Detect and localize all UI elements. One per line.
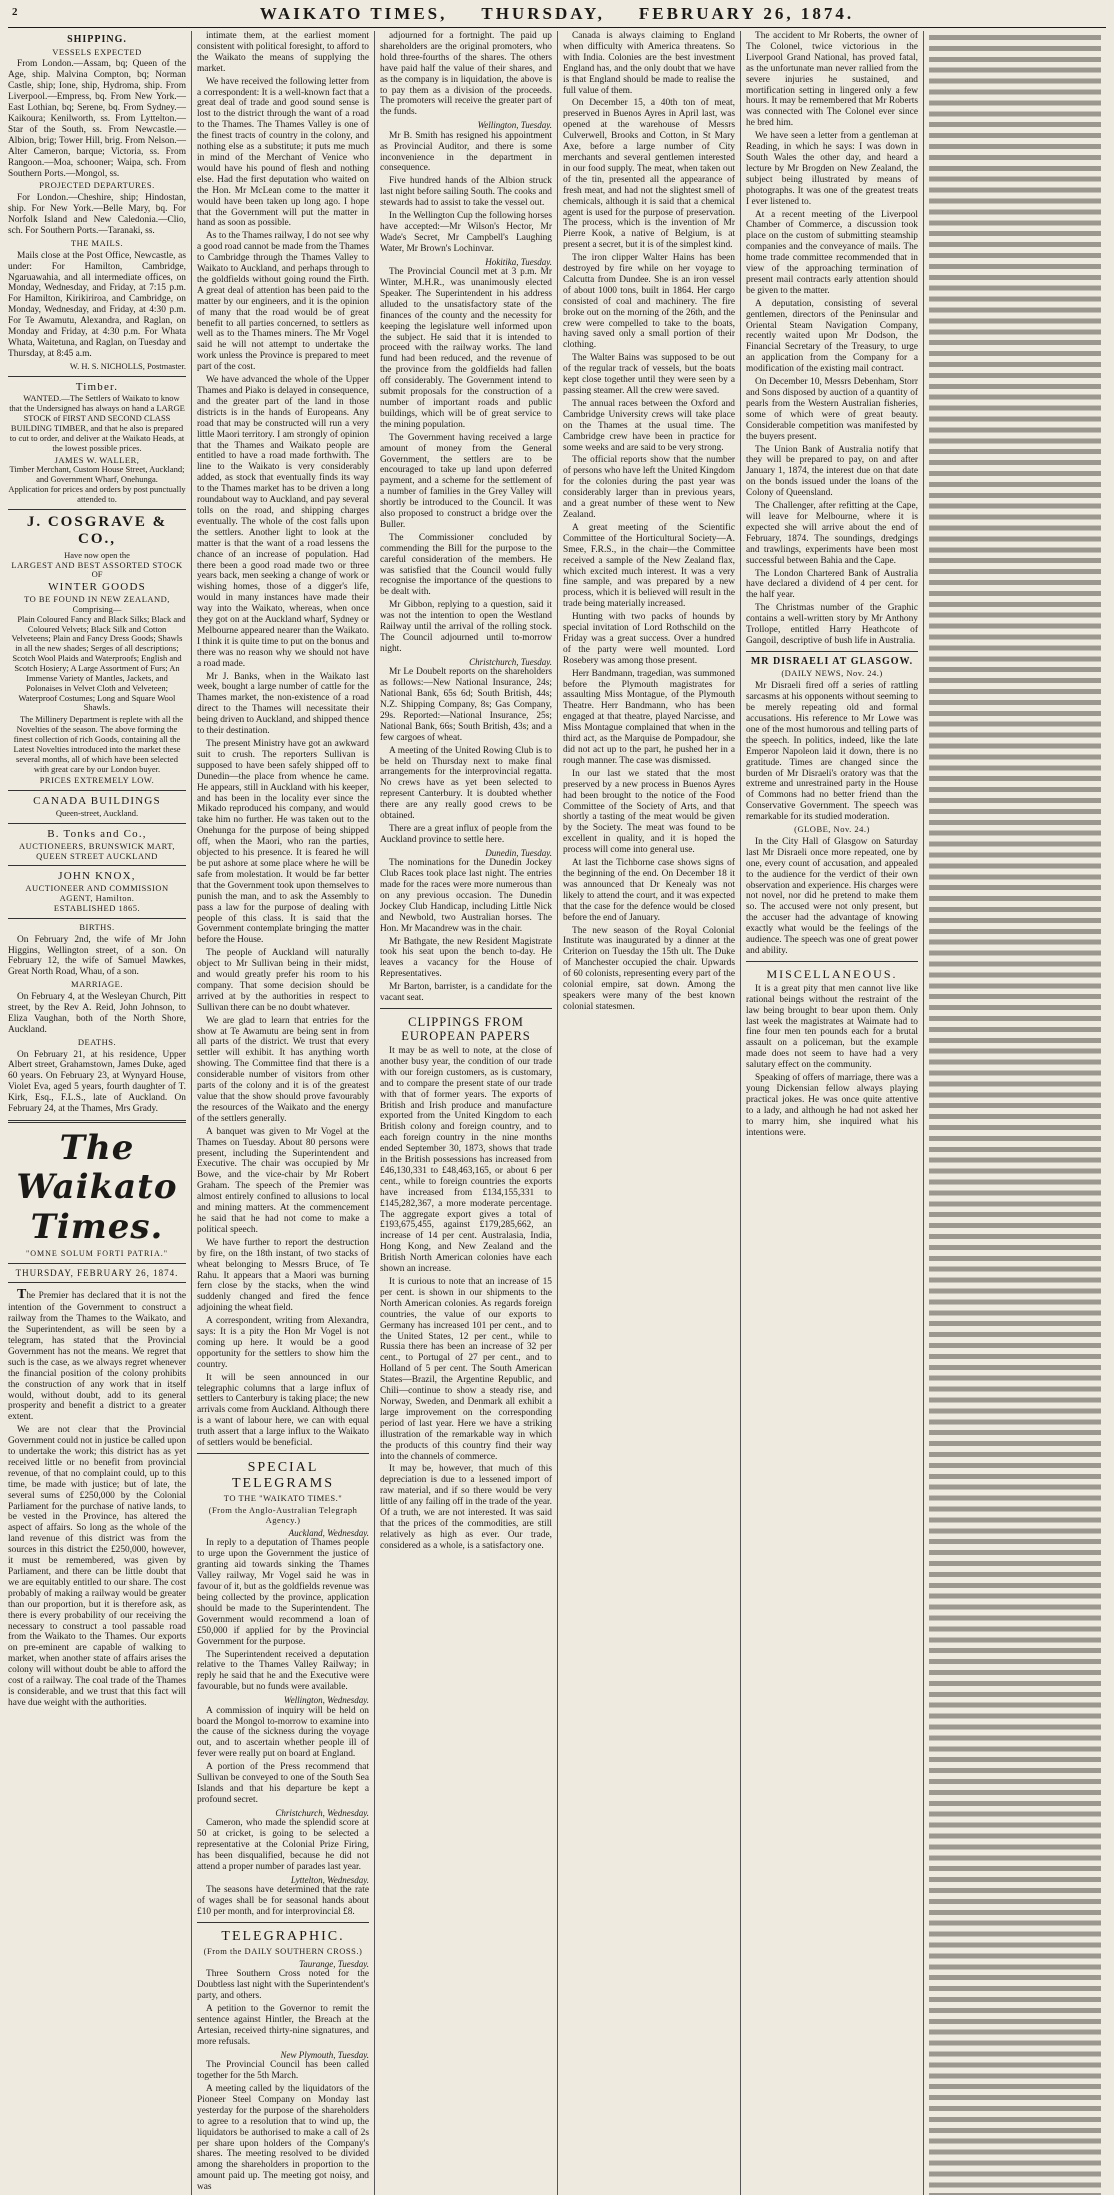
leader-paragraph-1: The Premier has declared that it is not the intention of the Government to construct a railway from the Thames to the Waikato, and the Superintendent, as will be seen by a telegram, has stated that the Provincial Government has not the means. We regret that such is the case, as we always regret whenever the financial position of the colony prohibits the construction of any work that in itself would, without doubt, add to its general prosperity and benefit a district to a greater extent. [8, 1287, 186, 1423]
c2-text-9: A banquet was given to Mr Vogel at the Thames on Tuesday. About 80 persons were present, including the Superintendent and Executive. The chair was occupied by Mr Bowe, and the vice-chair by Mr Robert Graham. The speech of the Premier was almost entirely confined to allusions to local and mining matters. At the commencement he said that he had not come to make a political speech. [197, 1126, 369, 1235]
c2-text-2: We have received the following letter from a correspondent: It is a well-known fact that a great deal of trade and good sound sense is lost to the district through the want of a road to the Thames. The Thames Valley is one of the finest tracts of country in the colony, and nothing else as a substitute; it puts me much in mind of the Merchant of Venice who would have his pound of flesh and nothing else. Had the first deputation who waited on the Hon. Mr McLean come to the matter it would have been taken up long ago. I hope that the Government will put the matter in hand as soon as possible. [197, 76, 369, 229]
column-3 [374, 31, 557, 2195]
disraeli-title: MR DISRAELI AT GLASGOW. [750, 655, 914, 667]
c4-text-4: The Walter Bains was supposed to be out of the regular track of vessels, but the boats kept close together until they were seen by a passing steamer. All the crew were saved. [563, 353, 735, 396]
masthead-paper: WAIKATO TIMES, [259, 4, 448, 23]
departures-text: For London.—Cheshire, ship; Hindostan, ship. For New York.—Belle Mary, bq. For Norfolk Island and New Caledonia.—Clio, sch. For Southern Ports.—Taranaki, ss. [8, 193, 186, 236]
disraeli-source-2: (GLOBE, Nov. 24.) [794, 824, 870, 835]
knox-line: AUCTIONEER AND COMMISSION AGENT, Hamilton. [25, 883, 169, 904]
clip-text-1: It may be as well to note, at the close of another busy year, the condition of our trade with our foreign customers, as is customary, and to compare the present state of our trade with that of former years. The exports of British and Irish produce and manufacture exported from the United Kingdom to each British colony and foreign country, and to each foreign country in the nine months ended September 30, 1873, shows that trade in the British possessions has increased from £46,130,331 to £48,463,165, or about 6 per cent., while to foreign countries the exports have increased from £134,155,331 to £145,282,367, a more moderate percentage. The aggregate export gives a total of £193,675,455, against £179,285,662, an increase of 14 per cent. Australasia, India, Hong Kong, and New Zealand and the British North American colonies have each shown an increase. [380, 1045, 552, 1275]
tonks-ad [8, 828, 186, 861]
c4-text-7: A great meeting of the Scientific Committee of the Horticultural Society—A. Smee, F.R.S., in the chair—the Committee received a sample of the New Zealand flax, which excited much interest. It was a very fine sample, and was prepared by a new process, which it is believed will result in the trade being materially increased. [563, 522, 735, 610]
canada-name: CANADA BUILDINGS [33, 795, 161, 808]
c5-text-6: The Union Bank of Australia notify that they will be prepared to pay, on and after January 1, 1874, the interest due on that date on the bonds issued under the loans of the Colony of Queensland. [746, 444, 918, 499]
tel-place-1: Auckland, Wednesday. [288, 1528, 369, 1539]
c3-text-8: Mr Gibbon, replying to a question, said it was not the intention to open the Westland Railway until the arrival of the rolling stock. The Council adjourned until to-morrow night. [380, 600, 552, 654]
canada-ad [8, 795, 186, 819]
c2-text-8: We are glad to learn that entries for the show at Te Awamutu are being sent in from all parts of the district. We trust that every settler will exhibit. It has anything worth showing. The Committee find that there is a considerable number of visitors from other parts of the colony and it is of the greatest value that the show should prove favourably the resources of the Waikato and the energy of the settlers generally. [197, 1015, 369, 1124]
c2-text-11: A correspondent, writing from Alexandra, says: It is a pity the Hon Mr Vogel is not coming up here. It would be a good opportunity for the settlers to show him the country. [197, 1316, 369, 1370]
cosgrave-line-4: WINTER GOODS [48, 581, 146, 594]
tg-place-2: New Plymouth, Tuesday. [280, 2049, 369, 2060]
column-1 [8, 31, 191, 2195]
cosgrave-name: J. COSGRAVE & CO., [26, 513, 168, 548]
c3-place-1: Wellington, Tuesday. [477, 120, 552, 131]
c2-text-5: Mr J. Banks, when in the Waikato last week, bought a large number of cattle for the Thames market, the non-existence of a road direct to the Thames will necessitate their being driven to Auckland, and shipped thence to their destination. [197, 671, 369, 737]
c5-text-2: We have seen a letter from a gentleman at Reading, in which he says: I was down in South Wales the other day, and heard a lecture by Mr Brogden on New Zealand, the subject being illustrated by means of photographs. It was one of the greatest treats I ever listened to. [746, 131, 918, 207]
cosgrave-text: The Millinery Department is replete with all the Novelties of the season. The above forming the finest collection of rich Goods, containing all the Latest Novelties introduced into the market these several months, all of which have been selected with great care by our London buyer. [13, 714, 184, 774]
c2-text-1: intimate them, at the earliest moment consistent with political foresight, to afford to the Waikato the means of supplying the market. [197, 31, 369, 74]
tg-text-2: A petition to the Governor to remit the sentence against Hintler, the Breach at the Artesian, received thirty-nine signatures, and more refusals. [197, 2004, 369, 2047]
departures-title: PROJECTED DEPARTURES. [39, 180, 155, 191]
leader-paragraph-2: We are not clear that the Provincial Government could not in justice be called upon to undertake the work; this district has as yet received little or no benefit from provincial revenue, of that no complaint could, up to this time, be made with justice; but of late, the several sums of £250,000 by the Colonial Parliament for the purchase of native lands, to be vested in the Province, has altered the aspect of affairs. So long as the whole of the land revenue of this district was from the sources in this district the £250,000, however, it must be remembered, was given by Parliament, and there can be little doubt that we are equitably entitled to our share. The cost probably of making a railway would be greater than our proportion, but it is therefore ask, as there is every probability of our receiving the necessary to construct a tool passable road from the Waikato to the Thames. Our exports on pre-eminent are capable of walking to market, when another state of affairs arises the colony will without doubt be able to afford the cost of a railway. The coal trade of the Thames is considerable, and we trust that this fact will have due weight with the authorities. [8, 1425, 186, 1708]
telegraphic-title: TELEGRAPHIC. [221, 1928, 345, 1944]
misc-text-1: It is a great pity that men cannot live like rational beings without the restraint of the law being brought to bear upon them. Only last week the magistrates at Waimate had to fine four men ten pounds each for a brutal assault on a policeman, but the example made does not seem to have had a very salutary effect on the community. [746, 983, 918, 1071]
tonks-name: B. Tonks and Co., [47, 827, 147, 840]
canada-sub: Queen-street, Auckland. [55, 808, 139, 819]
marriage-title: MARRIAGE. [71, 979, 123, 990]
tg-text-1: Three Southern Cross noted for the Doubtless last night with the Superintendent's party, and others. [197, 1969, 369, 2002]
c3-text-7: The Commissioner concluded by commending the Bill for the purpose to the careful consideration of the members. He was satisfied that the Council would fully recognise the importance of the questions to be dealt with. [380, 532, 552, 598]
c2-text-10: We have further to report the destruction by fire, on the 18th instant, of two stacks of wheat belonging to Messrs Bruce, of Te Rahu. It appears that a Maori was burning fern close by the stacks, when the wind suddenly changed and fired the fence adjoining the wheat field. [197, 1237, 369, 1314]
c3-text-4: In the Wellington Cup the following horses have accepted:—Mr Wilson's Hector, Mr Wade's Secret, Mr Campbell's Laughing Water, Mr Brown's Lochinvar. [380, 211, 552, 254]
mails-signature: W. H. S. NICHOLLS, Postmaster. [69, 360, 186, 371]
mails-text: Mails close at the Post Office, Newcastle, as under: For Hamilton, Cambridge, Ngaruawahia, and all intermediate offices, on Monday, Wednesday, and Friday, at 7:15 p.m. For Hamilton, Kirikiriroa, and Cambridge, on Monday, Wednesday, and Friday, at 4:30 p.m. For Te Awamutu, Alexandra, and Raglan, on Monday and Friday, at 4:30 p.m. For Whata Whata, Waitetuna, and Raglan, on Tuesday and Thursday, at 8:45 a.m. [8, 250, 186, 359]
timber-title: Timber. [75, 380, 119, 393]
tg-text-4: A meeting called by the liquidators of the Pioneer Steel Company on Monday last yesterday for the purpose of the shareholders to agree to a resolution that to wind up, the liquidators be authorised to make a call of 2s per share upon holders of the Company's shares. The meeting resolved to be divided among the shareholders in proportion to the amount paid up. The meeting got noisy, and was [197, 2084, 369, 2193]
c3-text-6: The Government having received a large amount of money from the General Government, the settlers are to be encouraged to take up land upon deferred payment, and a scheme for the settlement of a number of families in the Grey Valley will shortly be introduced to the Council. It was also proposed to construct a bridge over the Buller. [380, 432, 552, 530]
leader-article [8, 1287, 186, 1709]
timber-text: WANTED.—The Settlers of Waikato to know that the Undersigned has always on hand a LARGE STOCK of FIRST AND SECOND CLASS BUILDING TIMBER, and that he also is prepared to cut to order, and deliver at the Waikato Heads, at the lowest possible prices. [9, 393, 185, 453]
knox-established: ESTABLISHED 1865. [53, 902, 141, 913]
columns [8, 31, 1106, 2193]
births-title: BIRTHS. [79, 921, 115, 932]
cosgrave-ad [8, 514, 186, 786]
cosgrave-line-2: LARGEST AND BEST ASSORTED STOCK [11, 559, 183, 570]
page-number: 2 [12, 6, 18, 18]
cosgrave-line-3: OF [91, 569, 103, 580]
nameplate: The Waikato Times. [16, 1128, 178, 1247]
c2-text-6: The present Ministry have got an awkward suit to crush. The reporters Sullivan is supposed to have been safely shipped off to Dunedin—the place from whence he came. He appears, still in Auckland with his keeper, and has been in the locality ever since the Mikado reproduced his company, and would take him no further. He was taken out to the Onehunga for the purpose of being shipped off, when the Maori, who ran the parties, objected to his presence. It is feared he will be put ashore at some place where he will be safe from molestation. It would be far better that the Government took upon themselves to punish the man, and to ask the Assembly to pass a law for the purpose of dealing with people of this class. It is said that the Government contemplate bringing the matter before the House. [197, 739, 369, 946]
c4-text-2: On December 15, a 40th ton of meat, preserved in Buenos Ayres in April last, was opened at the warehouse of Messrs Culverwell, Brooks and Cotton, in St Mary Axe, before a large number of City merchants and several gentlemen interested in our food supply. The meat, when taken out of the tin, presented all the appearance of fresh meat, and had not the slightest smell of chemicals, although it is said that a chemical agent is used for the purpose of preservation. The process, which is the invention of Mr Pierre Kook, a native of Belgium, is at present a secret, but it is of the simplest kind. [563, 98, 735, 251]
c4-text-9: Herr Bandmann, tragedian, was summoned before the Plymouth magistrates for assaulting Miss Montague, of the Plymouth Theatre. Herr Bandmann, who has been engaged at that theatre, played Narcisse, and Miss Montague complained that when in the third act, as the Marquise de Pompadour, she did not act up to the part, he pushed her in a rough manner. The case was dismissed. [563, 668, 735, 766]
c2-text-7: The people of Auckland will naturally object to Mr Sullivan being in their midst, and would greatly prefer his room to his company. That some decision should be arrived at by the authorities in respect to Sullivan there can be no doubt whatever. [197, 948, 369, 1013]
c3-text-1: adjourned for a fortnight. The paid up shareholders are the original promoters, who hold three-fourths of the shares. The others have paid half the value of their shares, and as the company is in liquidation, the above is to pay them as a division of the proceeds. The promoters will receive the greater part of the funds. [380, 31, 552, 118]
c5-text-5: On December 10, Messrs Debenham, Storr and Sons disposed by auction of a quantity of pearls from the Western Australian fisheries, some of which were of great beauty. Considerable competition was manifested by the buyers present. [746, 377, 918, 442]
timber-apply: Application for prices and orders by post punctually attended to. [8, 484, 186, 505]
tel-place-3: Christchurch, Wednesday. [275, 1807, 369, 1818]
c3-text-9: Mr Le Doubelt reports on the shareholders as follows:—New National Insurance, 24s; National Bank, 65s 6d; South British, 44s; N.Z. Shipping Company, 8s; Gas Company, 29s. Reported:—National Insurance, 25s; National Bank, 66s; South British, 43s; and a few cargoes of wheat. [380, 667, 552, 743]
timber-signature: JAMES W. WALLER, [54, 454, 140, 465]
masthead-date: FEBRUARY 26, 1874. [638, 4, 855, 23]
column-6 [923, 31, 1106, 2195]
clip-text-3: It may be, however, that much of this depreciation is due to a lessened import of raw material, and if so there would be very little of any failing off in the trade of the year. Of a truth, we are not interested. It was said that the prices of the commodities, are still relatively as high as ever. Our trade, considered as a whole, is a satisfactory one. [380, 1464, 552, 1551]
mails-title: THE MAILS. [70, 237, 124, 248]
c5-text-8: The London Chartered Bank of Australia have declared a dividend of 4 per cent. for the half year. [746, 568, 918, 601]
tel-text-4: A portion of the Press recommend that Sullivan be conveyed to one of the South Sea Islands and that his departure be kept a profound secret. [197, 1762, 369, 1805]
special-telegrams-sub: TO THE "WAIKATO TIMES." [223, 1493, 343, 1504]
cosgrave-line-1: Have now open the [64, 549, 130, 560]
special-telegrams-credit: (From the Anglo-Australian Telegraph Agency.) [208, 1505, 358, 1526]
column-2 [191, 31, 374, 2195]
c4-text-11: At last the Tichborne case shows signs of the beginning of the end. On December 18 it was announced that Dr Kenealy was not likely to attend the court, and it was expected that the case for the defence would be closed before the end of January. [563, 858, 735, 923]
c4-text-1: Canada is always claiming to England when difficulty with America threatens. So with India. Colonies are the best investment England has, and the only doubt that we have is that England should be made to realise the full value of them. [563, 31, 735, 96]
tel-text-1: In reply to a deputation of Thames people to urge upon the Government the justice of granting aid towards sinking the Thames Valley railway, Mr Vogel said he was in favour of it, but as the goldfields revenue was being collected by the province, application should be made to the Superintendent. The Government would recommend a loan of £50,000 if applied for by the Provincial Government for the purpose. [197, 1538, 369, 1647]
column-4 [557, 31, 740, 2195]
tonks-sub: QUEEN STREET AUCKLAND [36, 850, 158, 861]
disraeli-text-1: Mr Disraeli fired off a series of rattling sarcasms at his opponents without seeming to be merely repeating old and formal accusations. His reference to Mr Lowe was one of the most humorous and telling parts of the speech. In politics, indeed, like the late Emperor Napoleon laid it down, there is no gratitude. Times are changed since the burden of Mr Disraeli's oratory was that the extreme and unrestrained party in the House of Commons had no better friend than the Conservative Government. The speech was remarkable for its studied moderation. [746, 681, 918, 823]
c5-text-7: The Challenger, after refitting at the Cape, will leave for Melbourne, where it is expected she will arrive about the end of February, 1874. The soundings, dredgings and trawlings, experiments have been most successful between Bahia and the Cape. [746, 501, 918, 566]
clip-text-2: It is curious to note that an increase of 15 per cent. is shown in our shipments to the North American colonies. As regards foreign countries, the value of our exports to Germany has increased 101 per cent., and to the United States, 12 per cent., while to Russia there has been an increase of 32 per cent., to Portugal of 27 per cent., and to Holland of 5 per cent. The South American States—Brazil, the Argentine Republic, and Chili—continue to show a steady rise, and Norway, Sweden, and Denmark all exhibit a large improvement on the corresponding period of last year. Here we have a striking illustration of the remarkable way in which the products of this country find their way into the channels of commerce. [380, 1277, 552, 1462]
telegraphic-credit: (From the DAILY SOUTHERN CROSS.) [203, 1946, 363, 1957]
c4-text-8: Hunting with two packs of hounds by special invitation of Lord Rothschild on the Friday was a great success. Over a hundred of the party were well mounted. Lord Rosebery was among those present. [563, 612, 735, 666]
c2-text-12: It will be seen announced in our telegraphic columns that a large influx of settlers to Canterbury is taking place; the new arrivals come from Auckland. Although there is a want of labour here, we can with equal truth assert that a large influx to the Waikato of settlers would be beneficial. [197, 1372, 369, 1449]
vessels-title: VESSELS EXPECTED [52, 46, 142, 57]
timber-address: Timber Merchant, Custom House Street, Auckland; and Government Wharf, Onehunga. [9, 464, 185, 485]
deaths-title: DEATHS. [77, 1036, 117, 1047]
tel-text-6: The seasons have determined that the rate of wages shall be for seasonal hands about £10 per month, and for interprovincial £8. [197, 1885, 369, 1917]
masthead [8, 4, 1106, 28]
tg-text-3: The Provincial Council has been called together for the 5th March. [197, 2060, 369, 2082]
miscellaneous-title: MISCELLANEOUS. [766, 966, 898, 981]
c4-text-12: The new season of the Royal Colonial Institute was inaugurated by a dinner at the Criterion on Tuesday the 15th ult. The Duke of Manchester occupied the chair. Upwards of 60 colonists, representing every part of the colonial empire, sat down. Among the speakers were many of the best known colonial statesmen. [563, 925, 735, 1012]
c3-text-13: Mr Bathgate, the new Resident Magistrate took his seat upon the bench to-day. He leaves a vacancy for the House of Representatives. [380, 936, 552, 980]
c3-place-4: Dunedin, Tuesday. [485, 847, 552, 858]
cosgrave-prices: PRICES EXTREMELY LOW. [39, 775, 155, 786]
c3-text-5: The Provincial Council met at 3 p.m. Mr Winter, M.H.R., was unanimously elected Speaker. The Superintendent in his address alluded to the unsatisfactory state of the finances of the county and the necessity for keeping the legislature well informed upon the subject. He said that it is intended to proceed with the railway works. The land fund had been reduced, and the revenue of the province from the goldfields had fallen off considerably. The Government intend to submit proposals for the construction of a number of important roads and public buildings, which will be of great service to the mining population. [380, 267, 552, 430]
cosgrave-line-6: Comprising— [72, 603, 122, 614]
c3-text-12: The nominations for the Dunedin Jockey Club Races took place last night. The entries made for the races were more numerous than on any previous occasion. The Dunedin Jockey Club Handicap, including Little Nick and Newbold, two Australian horses. The Hon. Mr Macandrew was in the chair. [380, 858, 552, 934]
timber-ad [8, 381, 186, 505]
tg-place-1: Taurange, Tuesday. [299, 1958, 369, 1969]
c3-place-3: Christchurch, Tuesday. [469, 656, 552, 667]
disraeli-source-1: (DAILY NEWS, Nov. 24.) [781, 668, 883, 679]
tel-text-5: Cameron, who made the splendid score at 50 at cricket, is going to be selected a representative at the Colonial Prize Firing, has been disqualified, because he did not attend a proper number of parades last year. [197, 1818, 369, 1872]
c3-place-2: Hokitika, Tuesday. [485, 256, 552, 267]
knox-ad [8, 870, 186, 913]
cosgrave-items: Plain Coloured Fancy and Black Silks; Black and Coloured Velvets; Black Silk and Cotton Velveteens; Plain and Fancy Dress Goods; Shawls in all the new shades; Serges of all descriptions; Scotch Wool Plaids and Waterproofs; English and Scotch Hosiery; A Large Assortment of Furs; An Immense Variety of Mantles, Jackets, and Polonaises in Velvet Cloth and Velveteen; Waterproof Costumes; Long and Square Wool Shawls. [11, 613, 186, 713]
c3-text-11: There are a great influx of people from the Auckland province to settle here. [380, 823, 552, 845]
disraeli-text-2: In the City Hall of Glasgow on Saturday last Mr Disraeli once more repeated, one by one, every count of accusation, and appealed to the audience for the verdict of their own observation and experience. His charges were not novel, nor did he pretend to make them so. The accused were not only present, but the accuser had the advantage of knowing exactly what would be the feelings of the audience. The speech was one of great power and ability. [746, 836, 918, 956]
c5-text-4: A deputation, consisting of several gentlemen, directors of the Peninsular and Oriental Steam Navigation Company, recently waited upon Mr Dodson, the Financial Secretary of the Treasury, to urge an application from the Company for a modification of the existing mail contract. [746, 298, 918, 375]
births-text: On February 2nd, the wife of Mr John Higgins, Wellington street, of a son. On February 12, the wife of Samuel Mawkes, Great North Road, Whau, of a son. [8, 934, 186, 978]
tonks-line: AUCTIONEERS, BRUNSWICK MART, [19, 840, 175, 851]
c3-text-14: Mr Barton, barrister, is a candidate for the vacant seat. [380, 982, 552, 1004]
dateline: THURSDAY, FEBRUARY 26, 1874. [15, 1267, 179, 1278]
c5-text-9: The Christmas number of the Graphic contains a well-written story by Mr Anthony Trollope, entitled Harry Heathcote of Gangoil, descriptive of bush life in Australia. [746, 603, 918, 646]
masthead-day: THURSDAY, [481, 4, 605, 23]
c3-text-3: Five hundred hands of the Albion struck last night before sailing South. The cooks and stewards had to assist to take the vessel out. [380, 176, 552, 209]
c3-text-2: Mr B. Smith has resigned his appointment as Provincial Auditor, and there is some inconvenience in the department in consequence. [380, 130, 552, 174]
vessels-text: From London.—Assam, bq; Queen of the Age, ship. Malvina Compton, bq; Norman Castle, ship; Ione, ship, Hydroma, ship. From Liverpool.—Empress, bq. From New York.—East Lothian, bq; Serene, bq. From Sydney.—Kaikoura; Kenilworth, ss. From Lyttelton.—Star of the South, ss. From Newcastle.—Albion, brig; Tower Hill, brig. From Nelson.—Alter Cameron, barque; Victoria, ss. From Rangoon.—Moa, schooner; Waipa, sch. From Southern Ports.—Mongol, ss. [8, 59, 186, 179]
c4-text-5: The annual races between the Oxford and Cambridge University crews will take place on the Thames at the usual time. The Cambridge crew have been in practice for some weeks and are said to be very strong. [563, 398, 735, 453]
c4-text-3: The iron clipper Walter Hains has been destroyed by fire while on her voyage to Calcutta from Dundee. She is an iron vessel of about 1000 tons, built in 1864. Her cargo consisted of coal and machinery. The fire broke out on the morning of the 26th, and the crew were compelled to take to the boats, having saved only a small portion of their clothing. [563, 253, 735, 351]
clippings-title: CLIPPINGS FROM EUROPEAN PAPERS [401, 1014, 531, 1044]
knox-name: JOHN KNOX, [58, 870, 136, 883]
tel-text-2: The Superintendent received a deputation relative to the Thames Valley Railway; in reply he said that he and the Executive were favourable, but no funds were available. [197, 1649, 369, 1693]
c5-text-3: At a recent meeting of the Liverpool Chamber of Commerce, a discussion took place on the custom of submitting steamship companies and the conveyance of mails. The home trade committee recommended that in view of the approaching termination of present mail contracts early attention should be given to the matter. [746, 209, 918, 296]
special-telegrams-title: SPECIAL TELEGRAMS [232, 1460, 334, 1492]
shipping-title: SHIPPING. [67, 34, 127, 45]
cosgrave-line-5: TO BE FOUND IN NEW ZEALAND, [24, 594, 170, 604]
deaths-text: On February 21, at his residence, Upper Albert street, Grahamstown, James Duke, aged 60 years. On February 23, at Wynyard House, Violet Eva, aged 5 years, fourth daughter of T. Kirk, Esq., F.L.S., late of Auckland. On February 24, at the Thames, Mrs Grady. [8, 1049, 186, 1115]
tel-place-4: Lyttelton, Wednesday. [290, 1874, 369, 1885]
column-6-print-texture [929, 31, 1101, 2195]
c2-text-3: As to the Thames railway, I do not see why a good road cannot be made from the Thames to Cambridge through the Thames Valley to Waikato to Auckland, and perhaps through to the goldfields without going round the Firth. A great deal of attention has been paid to the matter by our engineers, and it is the opinion of many that the road would be of great benefit to all parties concerned, to settlers as well as to the Thames miners. The Mr Vogel said he will not attempt to undertake the work unless the Province is prepared to meet part of the cost. [197, 231, 369, 373]
c5-text-1: The accident to Mr Roberts, the owner of The Colonel, twice victorious in the Liverpool Grand National, has proved fatal, as the unfortunate man never rallied from the severe injuries he sustained, and mortification setting in lingered only a few hours. It may be remembered that Mr Roberts was connected with The Colonel ever since he bred him. [746, 31, 918, 129]
marriage-text: On February 4, at the Wesleyan Church, Pitt street, by the Rev A. Reid, John Johnson, to Eliza Vaughan, both of the North Shore, Auckland. [8, 992, 186, 1035]
c3-text-10: A meeting of the United Rowing Club is to be held on Thursday next to make final arrangements for the interprovincial regatta. No crews have as yet been selected to represent Canterbury. It is doubted whether there are any really good crews to be obtained. [380, 745, 552, 822]
misc-text-2: Speaking of offers of marriage, there was a young Dickensian fellow always playing practical jokes. He was once quite attentive to a lady, and although he had not asked her to marry him, she inquired what his intentions were. [746, 1073, 918, 1138]
c2-text-4: We have advanced the whole of the Upper Thames and Piako is delayed in consequence, and the greater part of the land in those districts is in the hands of Europeans. Any road that may be constructed will run a very little Maori territory. I am strongly of opinion that the Thames and Waikato people are entitled to have a road made forthwith. The line to the Waikato is very considerably added, as stock that eventually finds its way to the Thames market has to be driven a long roundabout way to Auckland, and pay several tolls on the road, and shipping charges eventually. The whole of the cost falls upon the settlers. Another light to look at the matter is that the want of a road lessens the chance of an increase of population. Had there been a good road made two or three years back, men seeking a change of work or wishing homes, those of a digger's life, would in many instances have made their way into the Waikato, whereas, when once they got on at the Auckland wharf, Sydney or Melbourne appeared nearer than the Waikato. I think it is quite time to put on the bonus and there was no reason why we should not have a road made. [197, 375, 369, 669]
c4-text-10: In our last we stated that the most preserved by a new process in Buenos Ayres had been brought to the notice of the Food Committee of the Society of Arts, and that shortly a tasting of the meat would be given by the Society. The meat was found to be excellent in quality, and it is hoped the process will come into general use. [563, 768, 735, 856]
c4-text-6: The official reports show that the number of persons who have left the United Kingdom for the colonies during the past year was considerably larger than in previous years, and a great number of these went to New Zealand. [563, 455, 735, 520]
column-5 [740, 31, 923, 2195]
tel-place-2: Wellington, Wednesday. [283, 1695, 369, 1706]
motto: "OMNE SOLUM FORTI PATRIA." [26, 1249, 168, 1259]
tel-text-3: A commission of inquiry will be held on board the Mongol to-morrow to examine into the cause of the sickness during the voyage out, and to ascertain whether people ill of fever were really put on board at England. [197, 1705, 369, 1760]
